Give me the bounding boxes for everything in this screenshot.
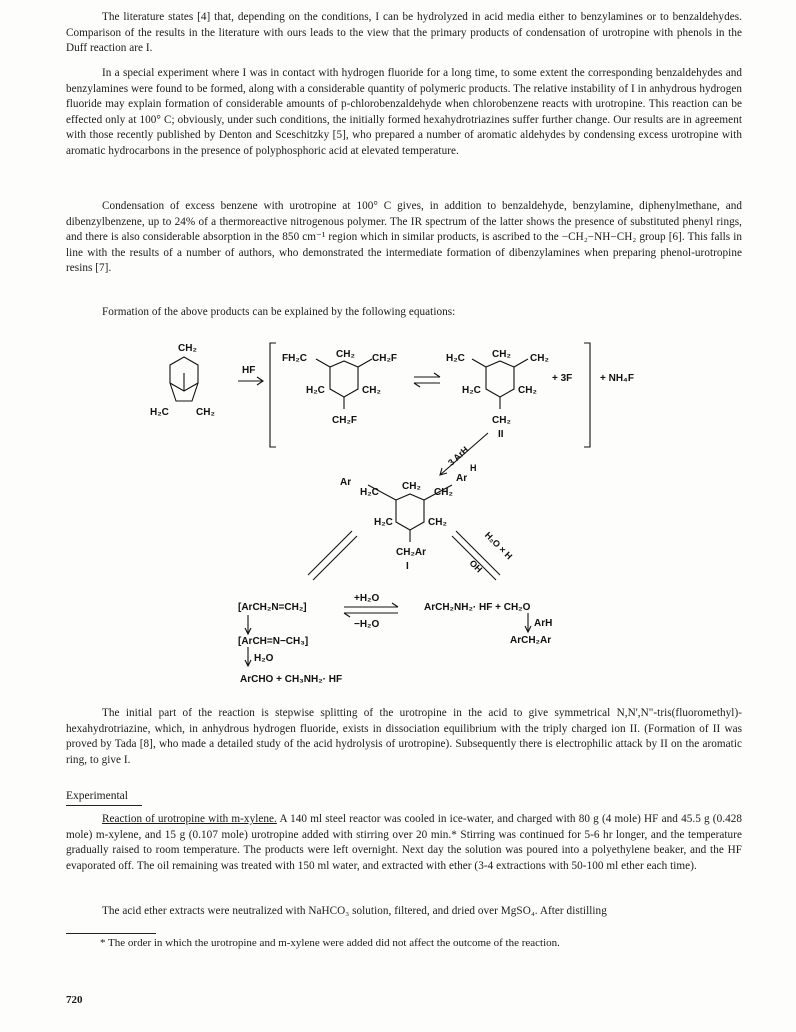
lower-equilibrium-forward-head <box>392 603 398 607</box>
compound-i-ring <box>396 494 424 530</box>
ion-ch2-plus: CH₂ <box>530 353 549 364</box>
paragraph-3-text: Condensation of excess benzene with urotropine at 100° C gives, in addition to benzaldehyde, benzylamine, diphenylmethane, and dibenzylbenzene, up to 24% of a thermoreactive nitrogenous polymer. The IR spectrum of the latter shows the presence of substituted phenyl rings, and there is also considerable absorption in the 850 cm⁻¹ region which in similar products, is ascribed to the −CH₂−NH−CH₂ group [6]. This falls in line with the results of a number of authors, who demonstrated the intermediate formation of dibenzylamines when preparing phenol-urotropine resins [7]. <box>66 200 742 275</box>
i-h2c-left: H₂C <box>374 517 393 528</box>
i-ar-right: Ar <box>456 473 468 484</box>
final-products: ArCHO + CH₃NH₂· HF <box>240 674 343 685</box>
i-ch2-right: CH₂ <box>434 487 453 498</box>
ion-bond-right <box>514 359 528 367</box>
equilibrium-arrow-forward-head <box>434 373 440 377</box>
ion-ch2-bottom: CH₂ <box>492 415 511 426</box>
footnote <box>100 936 740 950</box>
paragraph-2-text: In a special experiment where I was in contact with hydrogen fluoride for a long time, to some extent the corresponding benzaldehydes and benzylamines were found to be formed, along with a considerable quantity of polymeric products. The relative instability of I in anhydrous hydrogen fluoride may explain formation of considerable amounts of p-chlorobenzaldehyde when chlorobenzene reacts with urotropine. This reaction can be effected only at 100° C; obviously, under such conditions, the initially formed hexahydrotriazines suffer further change. Our results are in agreement with those recently published by Denton and Sceschitzky [5], who prepared a number of aromatic aldehydes by condensing excess urotropine with aromatic hydrocarbons in the presence of polyphosphoric acid at elevated temperature. <box>66 67 742 157</box>
tfm-bond-right <box>358 359 372 367</box>
tfm-ring <box>330 361 358 397</box>
imine: [ArCH₂N=CH₂] <box>238 602 307 613</box>
imine-arrow-line-1 <box>308 531 352 575</box>
footnote-rule <box>66 933 156 934</box>
reaction-scheme <box>0 325 796 705</box>
urotropine-cage-bridges <box>170 373 198 401</box>
tfm-bond-left <box>316 359 330 367</box>
plus-3f: + 3F <box>552 373 573 384</box>
tfm-ch2-right: CH₂ <box>362 385 381 396</box>
urotropine-h2c-left: H₂C <box>150 407 169 418</box>
ion-ring <box>486 361 514 397</box>
arh-arrow-label: 3 ArH <box>446 444 471 468</box>
paragraph-7-text: The acid ether extracts were neutralized with NaHCO₃ solution, filtered, and dried over MgSO₄. After distilling <box>102 905 607 917</box>
section-heading-text: Experimental <box>66 790 128 802</box>
tfm-ch2f: CH₂F <box>372 353 397 364</box>
hf-label: HF <box>242 365 256 376</box>
ion-h2c: H₂C <box>446 353 465 364</box>
plus-h2o: +H₂O <box>354 593 380 604</box>
arh-label: ArH <box>534 618 553 629</box>
tfm-fh2c: FH₂C <box>282 353 307 364</box>
paragraph-1-text: The literature states [4] that, depending on the conditions, I can be hydrolyzed in acid media either to benzylamines or to benzaldehydes. Comparison of the results in the literature with ours leads to the view that the primary products of condensation of urotropine with phenols in the Duff reaction are I. <box>66 11 742 55</box>
tfm-h2c-left: H₂C <box>306 385 325 396</box>
i-ch2ar: CH₂Ar <box>396 547 426 558</box>
section-heading-rule <box>66 805 142 806</box>
section-heading <box>66 790 128 802</box>
paragraph-5 <box>66 706 742 768</box>
urotropine-ch2-top: CH₂ <box>178 343 197 354</box>
urotropine-ch2-right: CH₂ <box>196 407 215 418</box>
paragraph-7 <box>66 904 742 920</box>
ion-h2c-left: H₂C <box>462 385 481 396</box>
paragraph-1 <box>66 10 742 57</box>
arch2ar: ArCH₂Ar <box>510 635 552 646</box>
left-bracket <box>270 343 276 447</box>
h2o-h-label: H₂O × H <box>482 530 515 562</box>
paragraph-6 <box>66 812 742 874</box>
i-ch2-top: CH₂ <box>402 481 421 492</box>
iminium: [ArCH=N−CH₃] <box>238 636 309 647</box>
ion-ch2-right: CH₂ <box>518 385 537 396</box>
ion-bond-left <box>472 359 486 367</box>
right-bracket <box>584 343 590 447</box>
plus-nh4f: + NH₄F <box>600 373 634 384</box>
paragraph-2 <box>66 66 742 160</box>
paragraph-4-text: Formation of the above products can be explained by the following equations: <box>102 306 456 318</box>
ion-ch2-top: CH₂ <box>492 349 511 360</box>
ion-label: II <box>498 429 504 440</box>
paragraph-5-text: The initial part of the reaction is stepwise splitting of the urotropine in the acid to give symmetrical N,N',N"-tris(fluoromethyl)-hexahydrotriazine, which, in anhydrous hydrogen fluoride, exists in dissociation equilibrium with the triply charged ion II. (Formation of II was proved by Tada [8], who made a detailed study of the acid hydrolysis of urotropine). Subsequently there is electrophilic attack by II on the aromatic ring, to give I. <box>66 707 742 766</box>
page-number: 720 <box>66 994 83 1006</box>
imine-arrow-line-2 <box>313 536 357 580</box>
oh-label: OH <box>467 557 485 575</box>
paragraph-4 <box>66 305 742 321</box>
paragraph-3 <box>66 199 742 277</box>
h2o-down: H₂O <box>254 653 274 664</box>
equilibrium-arrow-back-head <box>414 383 420 387</box>
lower-equilibrium-back-head <box>344 613 350 617</box>
h-plus-label: H <box>470 463 477 473</box>
tfm-ch2f-bottom: CH₂F <box>332 415 357 426</box>
footnote-text: * The order in which the urotropine and m-xylene were added did not affect the outcome of the reaction. <box>100 937 560 949</box>
i-ar-left: Ar <box>340 477 352 488</box>
i-h2c: H₂C <box>360 487 379 498</box>
tfm-ch2-top: CH₂ <box>336 349 355 360</box>
minus-h2o: −H₂O <box>354 619 380 630</box>
paragraph-6-text: A 140 ml steel reactor was cooled in ice-water, and charged with 80 g (4 mole) HF and 45.5 g (0.428 mole) m-xylene, and 15 g (0.107 mole) urotropine added with stirring over 20 min.* Stirring was continued for 5-6 hr longer, and the temperature gradually raised to room temperature. The products were left overnight. Next day the solution was poured into a polyethylene beaker, and the HF evaporated off. The oil remaining was treated with 150 ml water, and extracted with ether (3-4 extractions with 50-100 ml ether each time). <box>66 813 743 872</box>
amine-salt: ArCH₂NH₂· HF + CH₂O <box>424 602 531 613</box>
paragraph-6-title: Reaction of urotropine with m-xylene. <box>102 813 277 825</box>
i-label: I <box>406 561 409 572</box>
i-ch2-ring-right: CH₂ <box>428 517 447 528</box>
